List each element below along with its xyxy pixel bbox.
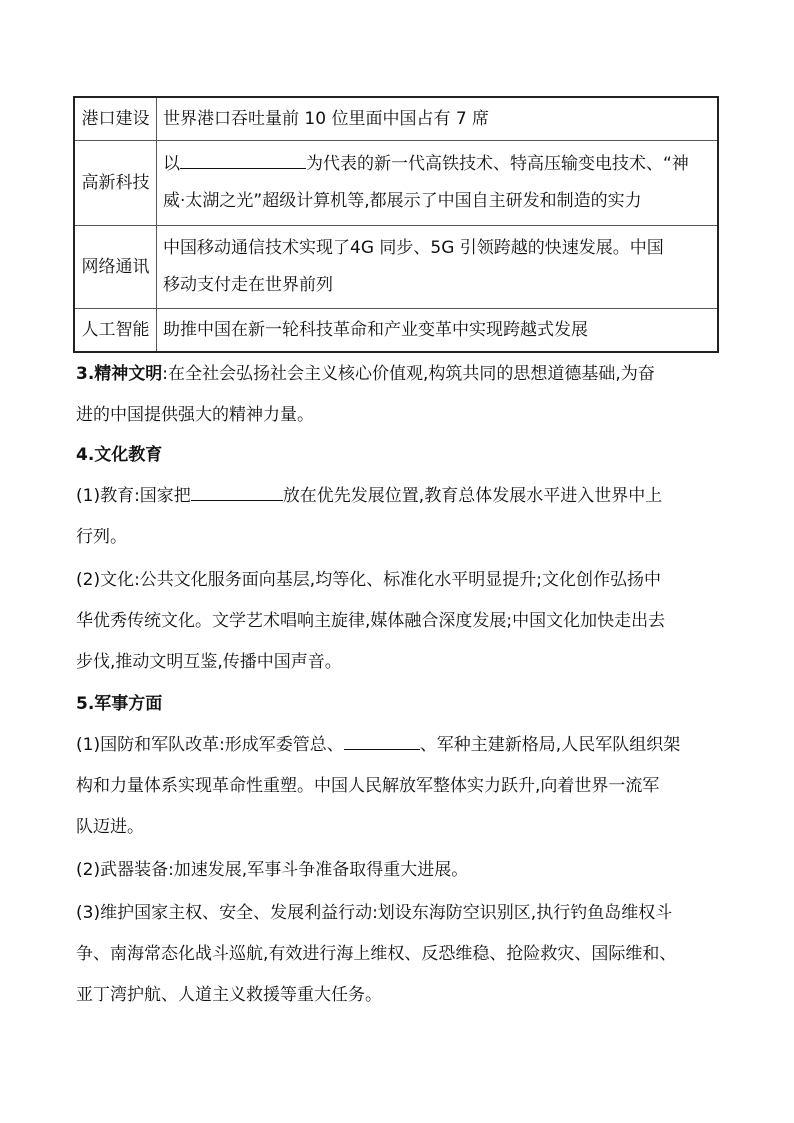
- text-fragment: :在全社会弘扬社会主义核心价值观,构筑共同的思想道德基础,为奋: [162, 364, 655, 384]
- paragraph-line: 华优秀传统文化。文学艺术唱响主旋律,媒体融合深度发展;中国文化加快走出去: [76, 611, 666, 631]
- paragraph-line: (3)维护国家主权、安全、发展利益行动:划设东海防空识别区,执行钓鱼岛维权斗: [76, 903, 673, 923]
- text-fragment: (1)教育:国家把: [76, 486, 191, 506]
- section-4-heading: 4.文化教育: [76, 445, 163, 465]
- table-text-line: 威·太湖之光”超级计算机等,都展示了中国自主研发和制造的实力: [163, 191, 642, 211]
- table-category-cell: 网络通讯: [74, 226, 157, 309]
- section-5-item-1: [76, 725, 726, 848]
- table-text-line: 中国移动通信技术实现了4G 同步、5G 引领跨越的快速发展。中国: [163, 238, 664, 258]
- section-5-item-2: [76, 850, 726, 891]
- text-fragment: (1)国防和军队改革:形成军委管总、: [76, 735, 344, 755]
- text-fragment: 放在优先发展位置,教育总体发展水平进入世界中上: [282, 486, 663, 506]
- table-row: [74, 141, 718, 226]
- paragraph-line: [76, 354, 726, 395]
- paragraph-line: [76, 476, 726, 517]
- table-category-cell: 港口建设: [74, 97, 157, 141]
- achievements-table: [73, 96, 719, 353]
- paragraph-line: [76, 725, 726, 766]
- fill-in-blank[interactable]: [344, 729, 420, 750]
- fill-in-blank[interactable]: [180, 148, 306, 169]
- paragraph-line: (2)武器装备:加速发展,军事斗争准备取得重大进展。: [76, 860, 469, 880]
- table-text-line: 世界港口吞吐量前 10 位里面中国占有 7 席: [163, 108, 490, 129]
- paragraph-line: 亚丁湾护航、人道主义救援等重大任务。: [76, 985, 382, 1005]
- fill-in-blank[interactable]: [191, 480, 283, 501]
- table-row: [74, 309, 718, 353]
- table-description-cell: [157, 309, 719, 353]
- paragraph-line: (2)文化:公共文化服务面向基层,均等化、标准化水平明显提升;文化创作弘扬中: [76, 570, 661, 590]
- table-text-line: 移动支付走在世界前列: [163, 275, 333, 295]
- section-5-heading: 5.军事方面: [76, 694, 163, 714]
- table-description-cell: [157, 226, 719, 309]
- text-fragment: 为代表的新一代高铁技术、特高压输变电技术、“神: [306, 154, 689, 174]
- table-row: [74, 226, 718, 309]
- table-description-cell: [157, 141, 719, 226]
- table-text-line: [163, 146, 713, 183]
- table-category-cell: 高新科技: [74, 141, 157, 226]
- section-5-item-3: [76, 893, 726, 1016]
- table-text-line: 助推中国在新一轮科技革命和产业变革中实现跨越式发展: [163, 319, 588, 340]
- text-fragment: 、军种主建新格局,人民军队组织架: [419, 735, 681, 755]
- paragraph-line: 争、南海常态化战斗巡航,有效进行海上维权、反恐维稳、抢险救灾、国际维和、: [76, 944, 677, 964]
- paragraph-line: 队迈进。: [76, 817, 144, 837]
- paragraph-line: 进的中国提供强大的精神力量。: [76, 405, 314, 425]
- section-4-item-1: [76, 476, 726, 558]
- paragraph-line: 步伐,推动文明互鉴,传播中国声音。: [76, 652, 342, 672]
- table-row: [74, 97, 718, 141]
- table-category-cell: 人工智能: [74, 309, 157, 353]
- paragraph-line: 行列。: [76, 527, 127, 547]
- text-fragment: 以: [163, 154, 180, 174]
- section-3-paragraph: [76, 354, 726, 436]
- section-label: 3.精神文明: [76, 364, 163, 384]
- paragraph-line: 构和力量体系实现革命性重塑。中国人民解放军整体实力跃升,向着世界一流军: [76, 776, 660, 796]
- section-4-item-2: [76, 560, 726, 683]
- table-description-cell: [157, 97, 719, 141]
